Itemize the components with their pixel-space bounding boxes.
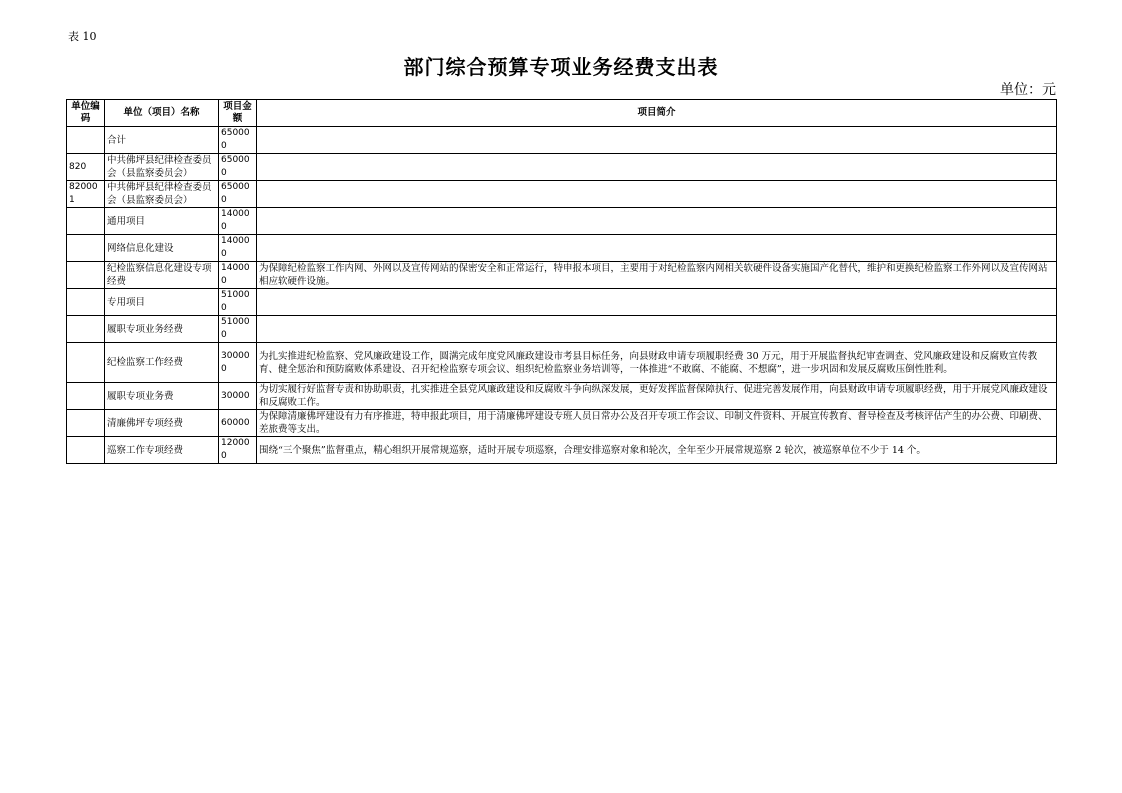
cell-name: 清廉佛坪专项经费 xyxy=(105,410,219,437)
column-header-code: 单位编码 xyxy=(67,100,105,127)
page-title: 部门综合预算专项业务经费支出表 xyxy=(403,55,719,79)
cell-desc xyxy=(257,235,1057,262)
cell-name: 中共佛坪县纪律检查委员会（县监察委员会） xyxy=(105,181,219,208)
cell-code xyxy=(67,262,105,289)
cell-code xyxy=(67,127,105,154)
table-row xyxy=(67,262,1057,289)
cell-amount: 120000 xyxy=(219,437,257,464)
table-number: 表 10 xyxy=(68,30,97,43)
column-header-desc: 项目简介 xyxy=(257,100,1057,127)
cell-name: 巡察工作专项经费 xyxy=(105,437,219,464)
table-row xyxy=(67,316,1057,343)
table-row xyxy=(67,181,1057,208)
cell-code xyxy=(67,410,105,437)
table-row xyxy=(67,410,1057,437)
table-row xyxy=(67,127,1057,154)
cell-desc xyxy=(257,154,1057,181)
cell-name: 中共佛坪县纪律检查委员会（县监察委员会） xyxy=(105,154,219,181)
cell-name: 合计 xyxy=(105,127,219,154)
table-row xyxy=(67,235,1057,262)
unit-label: 单位：元 xyxy=(1000,82,1056,98)
cell-amount: 30000 xyxy=(219,383,257,410)
cell-amount: 140000 xyxy=(219,235,257,262)
cell-desc xyxy=(257,127,1057,154)
cell-desc xyxy=(257,181,1057,208)
cell-code xyxy=(67,208,105,235)
cell-code xyxy=(67,235,105,262)
cell-desc: 为保障纪检监察工作内网、外网以及宣传网站的保密安全和正常运行，特申报本项目，主要用于对纪检监察内网相关软硬件设备实施国产化替代，维护和更换纪检监察工作外网以及宣传网站相应软硬件设施。 xyxy=(257,262,1057,289)
cell-name: 通用项目 xyxy=(105,208,219,235)
table-header-row xyxy=(67,100,1057,127)
column-header-name: 单位（项目）名称 xyxy=(105,100,219,127)
table-row xyxy=(67,208,1057,235)
table-row xyxy=(67,383,1057,410)
budget-table xyxy=(66,99,1057,464)
cell-desc xyxy=(257,289,1057,316)
cell-name: 网络信息化建设 xyxy=(105,235,219,262)
cell-desc xyxy=(257,316,1057,343)
cell-code: 820001 xyxy=(67,181,105,208)
cell-code xyxy=(67,343,105,383)
cell-amount: 650000 xyxy=(219,127,257,154)
cell-code xyxy=(67,383,105,410)
cell-amount: 140000 xyxy=(219,208,257,235)
cell-amount: 140000 xyxy=(219,262,257,289)
cell-amount: 650000 xyxy=(219,154,257,181)
cell-amount: 650000 xyxy=(219,181,257,208)
table-row xyxy=(67,289,1057,316)
cell-code xyxy=(67,437,105,464)
cell-desc: 为保障清廉佛坪建设有力有序推进，特申报此项目，用于清廉佛坪建设专班人员日常办公及召开专项工作会议、印制文件资料、开展宣传教育、督导检查及考核评估产生的办公费、印刷费、差旅费等支出。 xyxy=(257,410,1057,437)
cell-desc: 为扎实推进纪检监察、党风廉政建设工作，圆满完成年度党风廉政建设市考县目标任务，向县财政申请专项履职经费 30 万元，用于开展监督执纪审查调查、党风廉政建设和反腐败宣传教育、健全惩治和预防腐败体系建设、召开纪检监察专项会议、组织纪检监察业务培训等，一体推进“不敢腐、不能腐、不想腐”，进一步巩固和发展反腐败压倒性胜利。 xyxy=(257,343,1057,383)
cell-code xyxy=(67,289,105,316)
cell-name: 专用项目 xyxy=(105,289,219,316)
table-row xyxy=(67,343,1057,383)
column-header-amount: 项目金额 xyxy=(219,100,257,127)
cell-name: 纪检监察信息化建设专项经费 xyxy=(105,262,219,289)
cell-code xyxy=(67,316,105,343)
cell-amount: 300000 xyxy=(219,343,257,383)
cell-desc: 为切实履行好监督专责和协助职责，扎实推进全县党风廉政建设和反腐败斗争向纵深发展，更好发挥监督保障执行、促进完善发展作用，向县财政申请专项履职经费，用于开展党风廉政建设和反腐败工作。 xyxy=(257,383,1057,410)
cell-name: 纪检监察工作经费 xyxy=(105,343,219,383)
cell-amount: 60000 xyxy=(219,410,257,437)
cell-name: 履职专项业务费 xyxy=(105,383,219,410)
table-row xyxy=(67,154,1057,181)
cell-desc xyxy=(257,208,1057,235)
cell-code: 820 xyxy=(67,154,105,181)
cell-desc: 围绕“三个聚焦”监督重点，精心组织开展常规巡察，适时开展专项巡察，合理安排巡察对象和轮次，全年至少开展常规巡察 2 轮次，被巡察单位不少于 14 个。 xyxy=(257,437,1057,464)
cell-amount: 510000 xyxy=(219,316,257,343)
table-row xyxy=(67,437,1057,464)
cell-name: 履职专项业务经费 xyxy=(105,316,219,343)
cell-amount: 510000 xyxy=(219,289,257,316)
